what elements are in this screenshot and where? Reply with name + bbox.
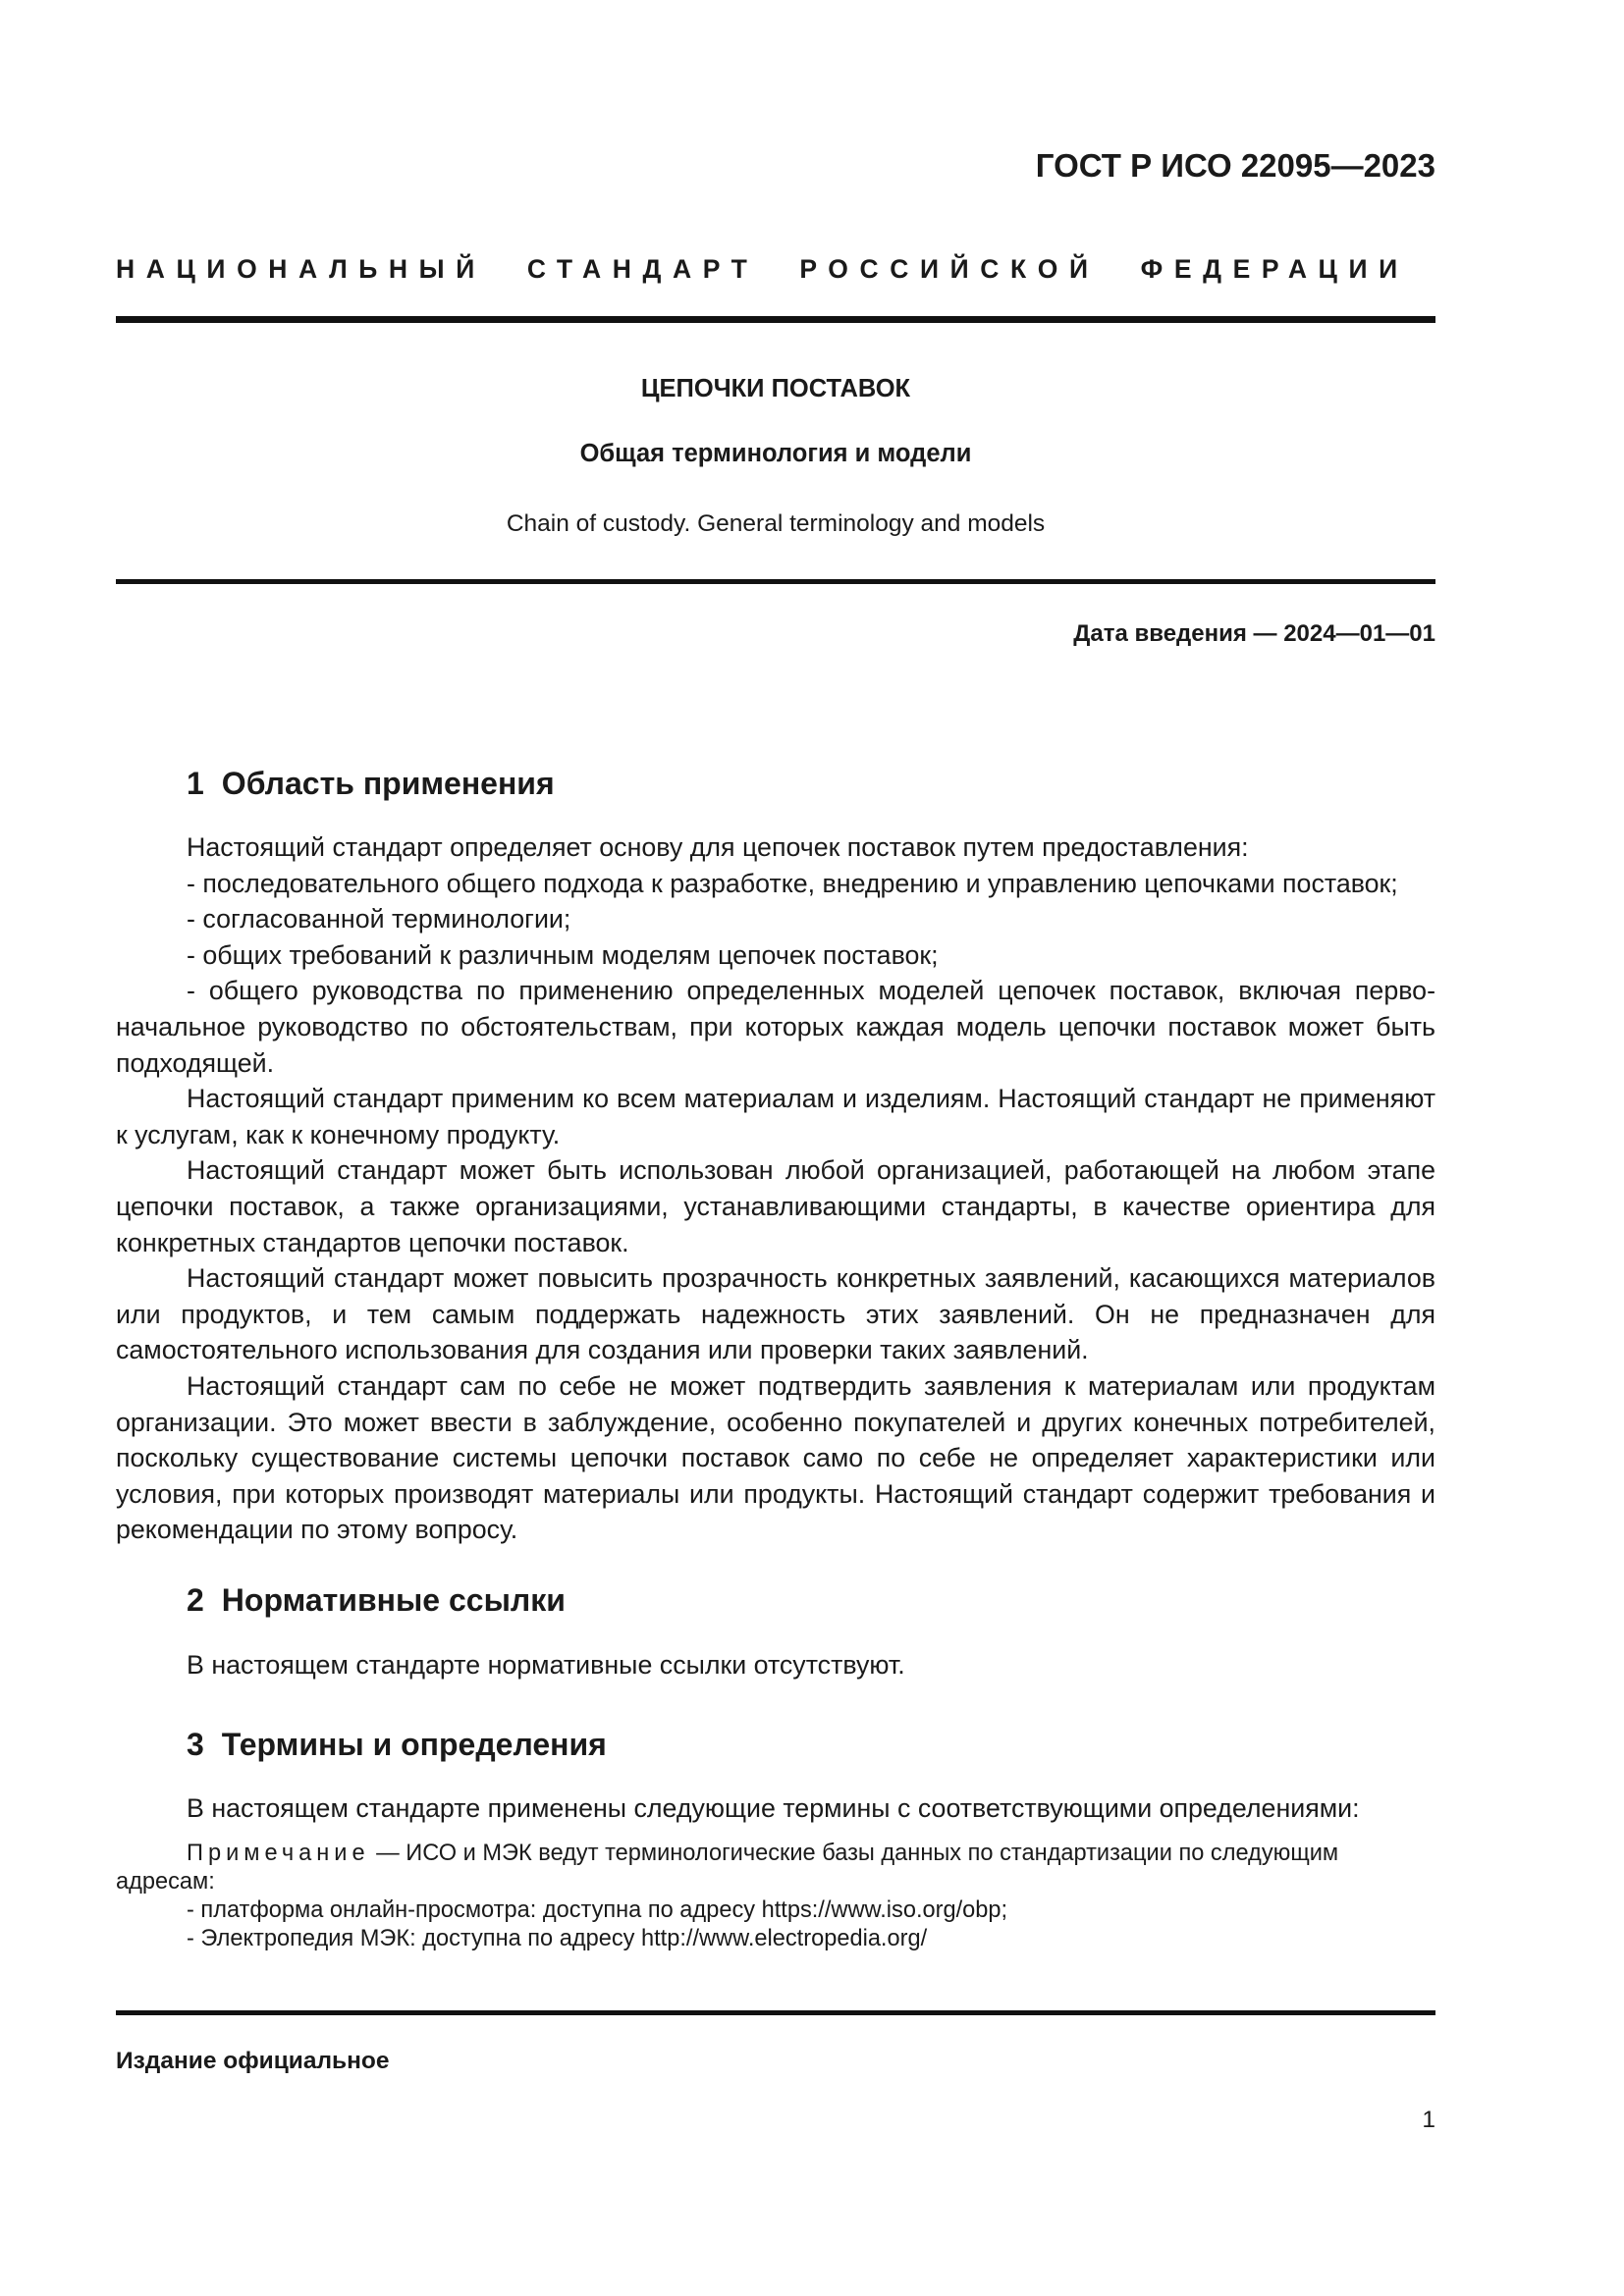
note-label: Примечание xyxy=(187,1841,370,1866)
edition-label: Издание официальное xyxy=(116,2048,390,2074)
list-item: - общих требований к различным моделям цепочек поставок; xyxy=(187,939,939,970)
paragraph: Настоящий стандарт может быть использован любой организацией, работающей на любом этапе цепочки поставок, а также организациями, устанавливающими стандарты, в качестве ориентира для конкретных стандартов цепочки поставок. xyxy=(116,1155,1435,1257)
section-3-heading xyxy=(187,1723,607,1766)
top-divider xyxy=(116,316,1435,323)
paragraph: Настоящий стандарт сам по себе не может подтвердить заявления к материалам или продуктам организации. Это может ввести в заблуждение, особенно покупателей и других конечных потребителей, поскольку существование системы цепочки поставок само по себе не определяет характеристики или условия, при которых производят материалы или продукты. Настоящий стандарт содержит требования и рекомендации по этому вопросу. xyxy=(116,1370,1435,1545)
section-1-heading xyxy=(187,762,555,805)
footer-divider xyxy=(116,2010,1435,2015)
section-title: Область применения xyxy=(221,766,555,801)
note-item: - платформа онлайн-просмотра: доступна по адресу https://www.iso.org/obp; xyxy=(187,1897,1008,1923)
document-code: ГОСТ Р ИСО 22095—2023 xyxy=(1035,147,1435,184)
list-item: - общего руководства по применению определенных моделей цепочек поставок, включая первоначальное руководство по обстоятельствам, при которых каждая модель цепочки поставок может быть подходящей. xyxy=(116,976,1435,1078)
section-1-body xyxy=(116,829,1435,1548)
section-title: Нормативные ссылки xyxy=(221,1582,566,1618)
page-number: 1 xyxy=(1422,2107,1435,2133)
national-standard-heading: НАЦИОНАЛЬНЫЙ СТАНДАРТ РОССИЙСКОЙ ФЕДЕРАЦИИ xyxy=(116,254,1409,284)
section-3-text: В настоящем стандарте применены следующие термины с соответствующими определениями: xyxy=(187,1793,1360,1823)
list-item: - последовательного общего подхода к разработке, внедрению и управлению цепочками поставок; xyxy=(187,868,1398,898)
title-divider xyxy=(116,579,1435,584)
note-paragraph xyxy=(116,1840,1435,1896)
document-title: ЦЕПОЧКИ ПОСТАВОК xyxy=(640,375,911,402)
note-item: - Электропедия МЭК: доступна по адресу http://www.electropedia.org/ xyxy=(187,1926,928,1951)
section-number: 3 xyxy=(187,1727,204,1762)
note-block xyxy=(116,1840,1435,1953)
section-number: 2 xyxy=(187,1582,204,1618)
scope-intro: Настоящий стандарт определяет основу для цепочек поставок путем предоставления: xyxy=(187,832,1249,862)
list-item: - согласованной терминологии; xyxy=(187,904,571,934)
section-number: 1 xyxy=(187,766,204,801)
section-title: Термины и определения xyxy=(221,1727,607,1762)
section-2-heading xyxy=(187,1578,566,1622)
document-subtitle: Общая терминология и модели xyxy=(579,440,972,467)
paragraph: Настоящий стандарт может повысить прозрачность конкретных заявлений, касающихся материалов или продуктов, и тем самым поддержать надежность этих заявлений. Он не предназначен для самостоятельного использования для создания или проверки таких заявлений. xyxy=(116,1263,1435,1365)
paragraph: Настоящий стандарт применим ко всем материалам и изделиям. Настоящий стандарт не применяют к услугам, как к конечному продукту. xyxy=(116,1084,1435,1149)
note-text: — ИСО и МЭК ведут терминологические базы данных по стандартизации по следующим адресам: xyxy=(116,1841,1339,1895)
introduction-date: Дата введения — 2024—01—01 xyxy=(1073,620,1435,647)
english-title: Chain of custody. General terminology and models xyxy=(506,510,1046,537)
section-2-text: В настоящем стандарте нормативные ссылки отсутствуют. xyxy=(187,1650,905,1680)
